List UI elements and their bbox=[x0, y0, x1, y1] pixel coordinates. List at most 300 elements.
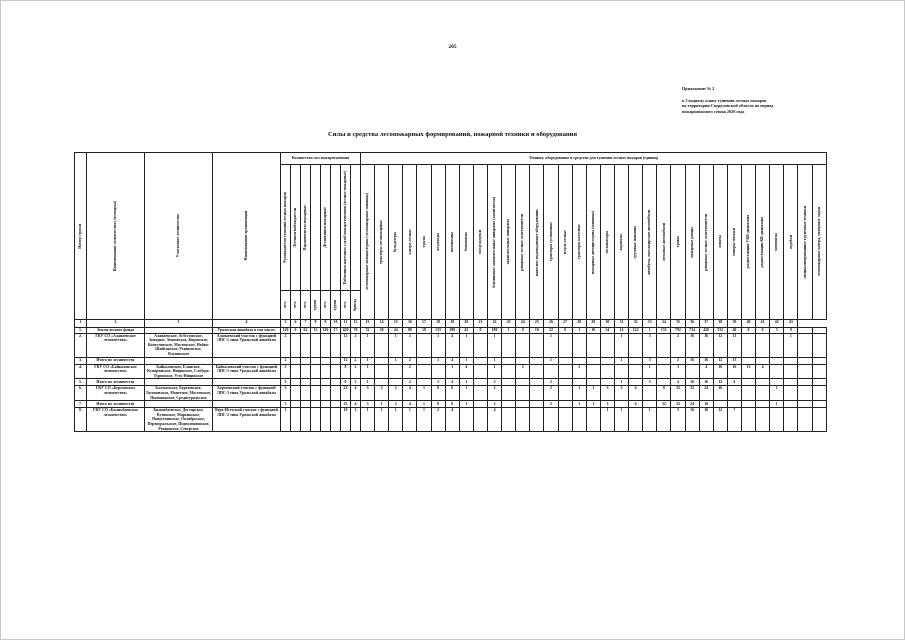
value-cell bbox=[291, 333, 301, 357]
value-cell: 16 bbox=[699, 357, 713, 364]
header-equipment-col-text: бензиновые зажигательные аппараты (зажигатели) bbox=[492, 196, 497, 288]
value-cell: 70 bbox=[351, 328, 361, 334]
value-cell: 2 bbox=[351, 408, 361, 432]
value-cell bbox=[311, 408, 321, 432]
value-cell: 12 bbox=[311, 328, 321, 334]
row-number: 3. bbox=[75, 357, 87, 364]
value-cell: 110 bbox=[321, 328, 331, 334]
value-cell: 5 bbox=[671, 408, 685, 432]
value-cell bbox=[572, 408, 586, 432]
header-unit-text: групп bbox=[333, 299, 338, 311]
value-cell: 2 bbox=[351, 333, 361, 357]
header-equipment-col bbox=[685, 165, 699, 320]
value-cell: 0 bbox=[291, 328, 301, 334]
value-cell bbox=[502, 408, 516, 432]
value-cell bbox=[798, 379, 812, 386]
value-cell: 1 bbox=[375, 401, 389, 408]
header-force-col bbox=[321, 165, 331, 291]
value-cell bbox=[812, 333, 826, 357]
value-cell bbox=[321, 357, 331, 364]
value-cell: 1 bbox=[643, 408, 657, 432]
forestry-name: Итого по лесничеству bbox=[87, 401, 145, 408]
value-cell bbox=[756, 333, 770, 357]
header-equipment-col bbox=[586, 165, 600, 320]
value-cell: 1 bbox=[572, 386, 586, 401]
value-cell bbox=[301, 379, 311, 386]
value-cell bbox=[727, 401, 741, 408]
value-cell bbox=[530, 401, 544, 408]
value-cell bbox=[530, 357, 544, 364]
header-equipment-col bbox=[699, 165, 713, 320]
header-forestry-text: Наименование лесничества (лесопарка) bbox=[113, 200, 118, 272]
value-cell: 32 bbox=[671, 401, 685, 408]
value-cell bbox=[389, 379, 403, 386]
header-equipment-col-text: мотопомпы bbox=[449, 231, 454, 253]
value-cell: 792 bbox=[671, 328, 685, 334]
value-cell: 1 bbox=[770, 401, 784, 408]
value-cell: 16 bbox=[699, 401, 713, 408]
header-equipment-col-text: травы bbox=[675, 236, 680, 248]
header-equipment-col-text: грузовые машины bbox=[633, 225, 638, 259]
header-unit-text: чел. bbox=[293, 301, 298, 309]
header-equipment-col bbox=[502, 165, 516, 320]
value-cell bbox=[784, 401, 798, 408]
value-cell bbox=[572, 333, 586, 357]
column-number: 8 bbox=[311, 320, 321, 328]
value-cell: 3 bbox=[643, 379, 657, 386]
value-cell bbox=[389, 364, 403, 379]
value-cell bbox=[301, 333, 311, 357]
value-cell bbox=[311, 364, 321, 379]
header-equipment-col-text: автобусы, пассажирские автомобили bbox=[647, 209, 652, 275]
value-cell bbox=[473, 364, 487, 379]
value-cell: 16 bbox=[713, 386, 727, 401]
forces-equipment-table bbox=[74, 152, 827, 432]
header-force-col bbox=[291, 165, 301, 291]
header-unit bbox=[291, 291, 301, 320]
header-equipment-col bbox=[741, 165, 755, 320]
value-cell bbox=[629, 364, 643, 379]
value-cell: 16 bbox=[685, 357, 699, 364]
value-cell bbox=[741, 357, 755, 364]
value-cell: 1 bbox=[389, 357, 403, 364]
value-cell bbox=[572, 379, 586, 386]
district-list bbox=[145, 401, 213, 408]
value-cell bbox=[600, 364, 614, 379]
value-cell: 52 bbox=[361, 328, 375, 334]
organization-name bbox=[213, 357, 281, 364]
header-unit-text: чел. bbox=[303, 301, 308, 309]
value-cell: 1 bbox=[643, 328, 657, 334]
table-row bbox=[75, 333, 827, 357]
value-cell bbox=[657, 357, 671, 364]
column-number: 14 bbox=[375, 320, 389, 328]
value-cell bbox=[798, 364, 812, 379]
header-equipment-col-text: навесное водоподающее оборудование bbox=[534, 208, 539, 276]
value-cell: 1 bbox=[614, 357, 628, 364]
value-cell: 2 bbox=[389, 401, 403, 408]
column-number: 34 bbox=[657, 320, 671, 328]
header-equipment-col-text: радиостанции КВ-диапазона bbox=[760, 216, 765, 268]
value-cell bbox=[516, 357, 530, 364]
value-cell bbox=[812, 408, 826, 432]
header-force-col bbox=[281, 165, 291, 291]
column-number: 5 bbox=[281, 320, 291, 328]
value-cell bbox=[558, 333, 572, 357]
value-cell: 1 bbox=[459, 357, 473, 364]
value-cell: 1 bbox=[459, 333, 473, 357]
value-cell bbox=[311, 401, 321, 408]
forestry-name: Итого по лесничеству bbox=[87, 357, 145, 364]
value-cell bbox=[812, 379, 826, 386]
header-equipment-col-text: лесопожарные катера, моторные лодки bbox=[816, 207, 821, 277]
value-cell bbox=[812, 386, 826, 401]
header-forestry bbox=[87, 153, 145, 320]
value-cell bbox=[784, 364, 798, 379]
header-unit-text: чел. bbox=[343, 301, 348, 309]
value-cell: 8 bbox=[341, 364, 351, 379]
column-number: 1 bbox=[75, 320, 87, 328]
value-cell: 3 bbox=[281, 379, 291, 386]
value-cell: 1 bbox=[586, 386, 600, 401]
header-force-col bbox=[301, 165, 311, 291]
value-cell: 1 bbox=[487, 333, 501, 357]
value-cell bbox=[586, 364, 600, 379]
column-number: 29 bbox=[586, 320, 600, 328]
value-cell: 533 bbox=[713, 328, 727, 334]
value-cell bbox=[614, 364, 628, 379]
value-cell: 16 bbox=[727, 364, 741, 379]
value-cell bbox=[417, 357, 431, 364]
value-cell bbox=[784, 357, 798, 364]
header-unit bbox=[311, 291, 321, 320]
header-force-col bbox=[351, 165, 361, 291]
value-cell: 420 bbox=[341, 328, 351, 334]
value-cell bbox=[657, 408, 671, 432]
row-number: 6. bbox=[75, 386, 87, 401]
header-equipment-col bbox=[657, 165, 671, 320]
value-cell bbox=[713, 401, 727, 408]
column-number: 33 bbox=[643, 320, 657, 328]
value-cell: 1 bbox=[431, 333, 445, 357]
organization-name bbox=[213, 379, 281, 386]
column-number: 39 bbox=[727, 320, 741, 328]
value-cell bbox=[558, 408, 572, 432]
header-equipment-col bbox=[459, 165, 473, 320]
header-district bbox=[145, 153, 213, 320]
value-cell bbox=[812, 357, 826, 364]
value-cell: 2 bbox=[671, 357, 685, 364]
header-equipment-col-text: плуги лесные bbox=[562, 229, 567, 255]
value-cell: 8 bbox=[657, 386, 671, 401]
header-equipment-col-text: бензопилы bbox=[464, 232, 469, 252]
value-cell bbox=[431, 364, 445, 379]
value-cell bbox=[375, 333, 389, 357]
value-cell: 32 bbox=[657, 401, 671, 408]
value-cell: 2 bbox=[431, 408, 445, 432]
value-cell bbox=[756, 408, 770, 432]
value-cell: 0 bbox=[516, 328, 530, 334]
value-cell: 1 bbox=[445, 364, 459, 379]
value-cell: 32 bbox=[685, 386, 699, 401]
value-cell bbox=[459, 408, 473, 432]
header-equipment-col bbox=[487, 165, 501, 320]
column-number: 10 bbox=[331, 320, 341, 328]
forestry-name: ГКУ СО «Билимбаевское лесничество» bbox=[87, 408, 145, 432]
value-cell: 120 bbox=[281, 328, 291, 334]
header-force-col-text: Десантники-пожарные bbox=[323, 207, 328, 248]
value-cell: 2 bbox=[403, 379, 417, 386]
header-equipment-col-text: вездеходы bbox=[435, 233, 440, 251]
header-equipment-col bbox=[361, 165, 375, 320]
header-equipment-col bbox=[798, 165, 812, 320]
value-cell: 12 bbox=[741, 364, 755, 379]
header-equipment-col-text: бульдозеры bbox=[393, 231, 398, 253]
value-cell: 122 bbox=[629, 328, 643, 334]
value-cell: 2 bbox=[375, 386, 389, 401]
value-cell bbox=[756, 386, 770, 401]
value-cell: 2 bbox=[614, 386, 628, 401]
value-cell bbox=[473, 333, 487, 357]
value-cell bbox=[321, 401, 331, 408]
column-number: 11 bbox=[341, 320, 351, 328]
header-equipment-col bbox=[614, 165, 628, 320]
value-cell bbox=[331, 401, 341, 408]
value-cell: 1 bbox=[431, 357, 445, 364]
value-cell bbox=[502, 333, 516, 357]
value-cell: 42 bbox=[459, 328, 473, 334]
value-cell: 3 bbox=[361, 401, 375, 408]
value-cell bbox=[417, 379, 431, 386]
column-number: 17 bbox=[417, 320, 431, 328]
value-cell bbox=[784, 408, 798, 432]
forestry-name: Земли лесного фонда bbox=[87, 328, 145, 334]
value-cell bbox=[311, 379, 321, 386]
header-row-number-text: Номер строки bbox=[78, 223, 83, 249]
value-cell bbox=[812, 401, 826, 408]
value-cell bbox=[770, 364, 784, 379]
value-cell: 23 bbox=[341, 401, 351, 408]
value-cell: 3 bbox=[643, 333, 657, 357]
header-equipment-col bbox=[713, 165, 727, 320]
value-cell: 4 bbox=[487, 408, 501, 432]
value-cell bbox=[530, 379, 544, 386]
appendix-line: на территории Свердловской области на период bbox=[682, 103, 774, 109]
value-cell bbox=[301, 364, 311, 379]
district-list bbox=[145, 379, 213, 386]
value-cell: 3 bbox=[600, 386, 614, 401]
value-cell: 2 bbox=[544, 401, 558, 408]
value-cell bbox=[798, 333, 812, 357]
value-cell: 16 bbox=[713, 364, 727, 379]
value-cell: 10 bbox=[530, 328, 544, 334]
table-row bbox=[75, 386, 827, 401]
value-cell: 14 bbox=[614, 328, 628, 334]
district-list: Билимбаевское, Дегтярское, Кузинское, Марьинское, Новоуткинское, Октябрьское, Первоуральское, Подволошинское, Ревдинское, Северское bbox=[145, 408, 213, 432]
value-cell bbox=[600, 333, 614, 357]
header-equipment-col bbox=[445, 165, 459, 320]
value-cell: 32 bbox=[671, 386, 685, 401]
header-equipment-col bbox=[417, 165, 431, 320]
column-number: 35 bbox=[671, 320, 685, 328]
value-cell: 16 bbox=[685, 408, 699, 432]
value-cell: 1 bbox=[572, 401, 586, 408]
value-cell: 1 bbox=[361, 379, 375, 386]
value-cell bbox=[770, 408, 784, 432]
header-unit-text: групп bbox=[313, 299, 318, 311]
table-row bbox=[75, 408, 827, 432]
header-equipment-col-text: лесопожарные автоцистерны (лесопожарные машины) bbox=[365, 193, 370, 291]
value-cell: 24 bbox=[699, 386, 713, 401]
value-cell: 10 bbox=[341, 408, 351, 432]
header-unit-text: чел. bbox=[283, 301, 288, 309]
header-equipment-col-text: тракторы гусеничные bbox=[548, 222, 553, 262]
value-cell bbox=[291, 379, 301, 386]
value-cell: 2 bbox=[403, 364, 417, 379]
value-cell bbox=[375, 379, 389, 386]
column-number: 42 bbox=[770, 320, 784, 328]
value-cell: 1 bbox=[614, 333, 628, 357]
organization-name: Байкаловский участок с функцией ЛПС-1 типа Уральской авиабазы bbox=[213, 364, 281, 379]
column-number: 38 bbox=[713, 320, 727, 328]
value-cell bbox=[311, 386, 321, 401]
value-cell bbox=[311, 333, 321, 357]
value-cell: 10 bbox=[586, 328, 600, 334]
column-number: 9 bbox=[321, 320, 331, 328]
column-number: 2 bbox=[87, 320, 145, 328]
value-cell: 4 bbox=[351, 401, 361, 408]
header-row-number bbox=[75, 153, 87, 320]
district-list bbox=[145, 357, 213, 364]
value-cell bbox=[756, 401, 770, 408]
value-cell: 3 bbox=[600, 401, 614, 408]
value-cell bbox=[756, 357, 770, 364]
value-cell bbox=[756, 379, 770, 386]
header-equipment-col-text: тракторы лесопожарные bbox=[379, 220, 384, 264]
value-cell: 2 bbox=[351, 357, 361, 364]
value-cell: 0 bbox=[558, 328, 572, 334]
value-cell bbox=[741, 386, 755, 401]
forestry-name: ГКУ СО «Березовское лесничество» bbox=[87, 386, 145, 401]
value-cell bbox=[784, 386, 798, 401]
value-cell bbox=[291, 401, 301, 408]
column-number: 25 bbox=[530, 320, 544, 328]
value-cell bbox=[530, 364, 544, 379]
value-cell: 12 bbox=[713, 333, 727, 357]
value-cell bbox=[741, 408, 755, 432]
header-equipment-col-text: мотопилы bbox=[774, 232, 779, 251]
header-equipment-col bbox=[530, 165, 544, 320]
value-cell: 1 bbox=[600, 408, 614, 432]
value-cell: 8 bbox=[445, 386, 459, 401]
value-cell: 2 bbox=[403, 333, 417, 357]
header-equipment-col-text: зажигательные аппараты bbox=[506, 219, 511, 265]
value-cell: 1 bbox=[643, 364, 657, 379]
value-cell: 1 bbox=[487, 364, 501, 379]
value-cell bbox=[770, 357, 784, 364]
value-cell bbox=[516, 379, 530, 386]
value-cell: 2 bbox=[351, 379, 361, 386]
header-force-col bbox=[311, 165, 321, 291]
column-number: 23 bbox=[502, 320, 516, 328]
row-number: 4. bbox=[75, 364, 87, 379]
value-cell bbox=[629, 408, 643, 432]
appendix-note bbox=[682, 86, 832, 114]
header-equipment-col-text: топоры-мотыги bbox=[732, 228, 737, 256]
value-cell: 1 bbox=[375, 408, 389, 432]
value-cell bbox=[331, 333, 341, 357]
value-cell bbox=[558, 364, 572, 379]
value-cell: 4 bbox=[445, 333, 459, 357]
value-cell bbox=[600, 379, 614, 386]
header-equipment-col bbox=[784, 165, 798, 320]
header-equipment-col bbox=[516, 165, 530, 320]
value-cell: 2 bbox=[351, 364, 361, 379]
value-cell: 1 bbox=[614, 379, 628, 386]
total-row bbox=[75, 379, 827, 386]
value-cell bbox=[502, 386, 516, 401]
column-number: 7 bbox=[301, 320, 311, 328]
column-number: 41 bbox=[756, 320, 770, 328]
organization-name bbox=[213, 401, 281, 408]
header-organization bbox=[213, 153, 281, 320]
value-cell: 2 bbox=[281, 357, 291, 364]
organization-name: Верх-Исетский участок с функцией ЛПС-2 типа Уральской авиабазы bbox=[213, 408, 281, 432]
value-cell: 80 bbox=[403, 328, 417, 334]
value-cell bbox=[544, 408, 558, 432]
column-number: 3 bbox=[145, 320, 213, 328]
header-unit bbox=[321, 291, 331, 320]
value-cell bbox=[375, 364, 389, 379]
value-cell: 16 bbox=[685, 379, 699, 386]
value-cell bbox=[629, 379, 643, 386]
column-number: 13 bbox=[361, 320, 375, 328]
value-cell bbox=[417, 333, 431, 357]
organization-name: Алапаевский участок с функцией ЛПС-1 типа Уральской авиабазы bbox=[213, 333, 281, 357]
column-number: 19 bbox=[445, 320, 459, 328]
value-cell bbox=[770, 379, 784, 386]
value-cell: 16 bbox=[699, 408, 713, 432]
district-list: Байкаловское, Еланское, Кумаринское, Ницинское, Слободо-Туринское, Усть-Ницинское bbox=[145, 364, 213, 379]
value-cell: 4 bbox=[445, 379, 459, 386]
value-cell: 8 bbox=[431, 386, 445, 401]
value-cell: 1 bbox=[770, 386, 784, 401]
column-number: 26 bbox=[544, 320, 558, 328]
column-number: 21 bbox=[473, 320, 487, 328]
header-district-text: Участковое лесничество bbox=[176, 214, 181, 258]
value-cell: 12 bbox=[713, 357, 727, 364]
value-cell bbox=[558, 379, 572, 386]
header-unit bbox=[341, 291, 351, 320]
header-equipment-col-text: ранцевые лесные огнетушители bbox=[703, 213, 708, 271]
value-cell: 1 bbox=[487, 357, 501, 364]
value-cell bbox=[473, 357, 487, 364]
value-cell: 17 bbox=[331, 328, 341, 334]
value-cell bbox=[530, 333, 544, 357]
value-cell: 1 bbox=[544, 333, 558, 357]
value-cell bbox=[657, 333, 671, 357]
value-cell: 2 bbox=[671, 333, 685, 357]
value-cell bbox=[741, 379, 755, 386]
value-cell bbox=[741, 401, 755, 408]
value-cell bbox=[291, 357, 301, 364]
column-number: 18 bbox=[431, 320, 445, 328]
value-cell: 62 bbox=[301, 328, 311, 334]
value-cell: 8 bbox=[445, 401, 459, 408]
value-cell bbox=[502, 364, 516, 379]
forestry-name: ГКУ СО «Байкаловское лесничество» bbox=[87, 364, 145, 379]
header-unit bbox=[281, 291, 291, 320]
